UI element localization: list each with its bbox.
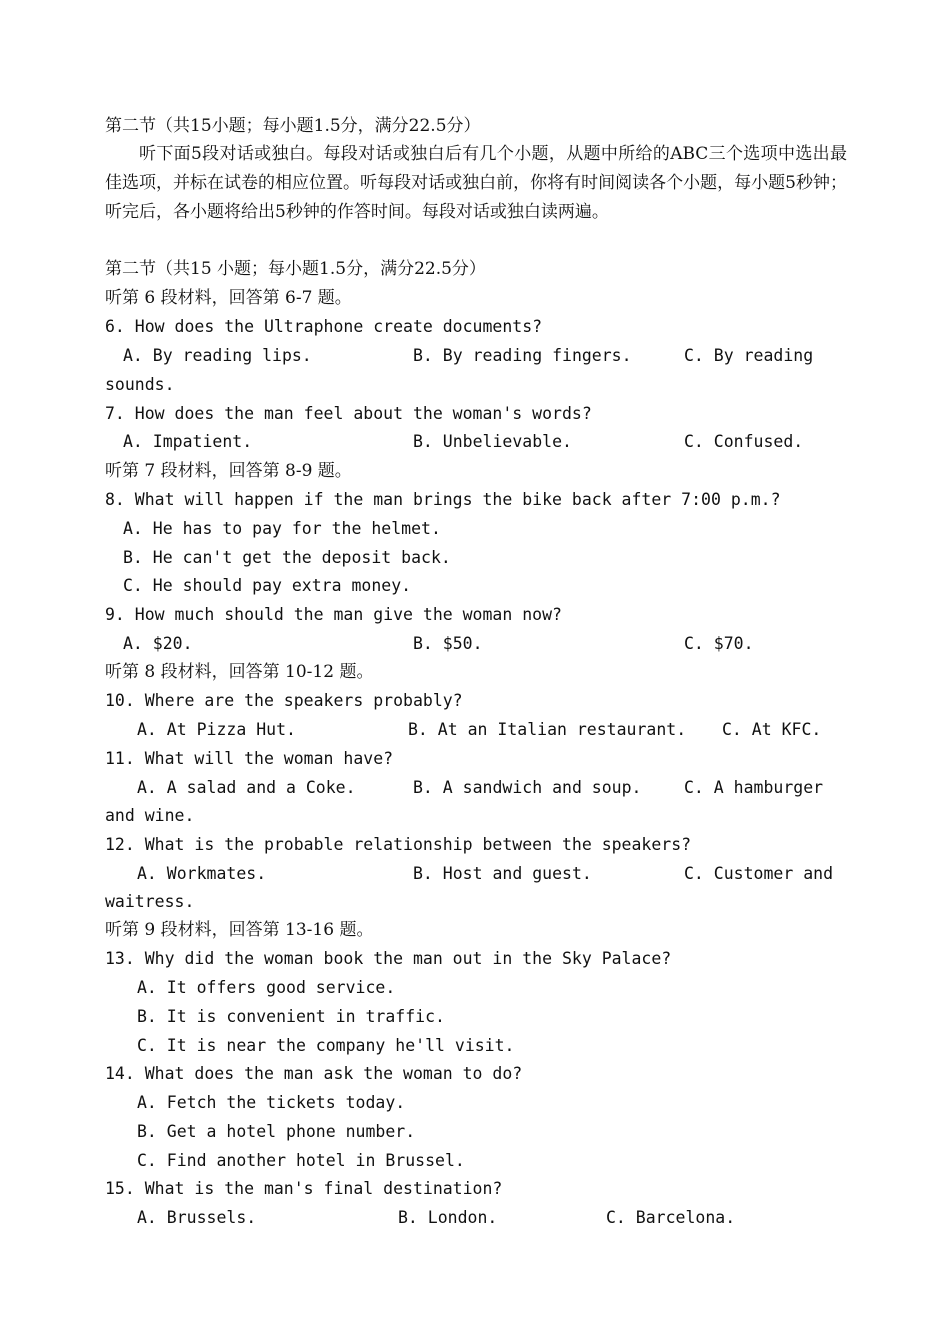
instructions-paragraph: 听下面5段对话或独白。每段对话或独白后有几个小题，从题中所给的ABC三个选项中选出最佳选项，并标在试卷的相应位置。听每段对话或独白前，你将有时间阅读各个小题，每小题5秒钟；听完后，各小题将给出5秒钟的作答时间。每段对话或独白读两遍。 — [105, 144, 847, 222]
question-6-stem: 6. How does the Ultraphone create documents? — [105, 317, 543, 336]
group-heading-9: 听第 9 段材料，回答第 13-16 题。 — [105, 920, 374, 940]
question-11-option-b: B. A sandwich and soup. — [413, 778, 642, 797]
question-15-option-b: B. London. — [398, 1208, 498, 1227]
question-8-option-c: C. He should pay extra money. — [123, 576, 412, 595]
section-heading-repeat: 第二节（共15 小题；每小题1.5分，满分22.5分） — [105, 259, 486, 279]
question-15-stem: 15. What is the man's final destination? — [105, 1179, 503, 1198]
question-6-option-c-cont: sounds. — [105, 375, 175, 394]
question-12-option-a: A. Workmates. — [137, 864, 267, 883]
question-12-option-b: B. Host and guest. — [413, 864, 592, 883]
question-10-option-a: A. At Pizza Hut. — [137, 720, 296, 739]
question-7-option-c: C. Confused. — [684, 432, 804, 451]
question-13-option-b: B. It is convenient in traffic. — [137, 1007, 445, 1026]
question-9-option-a: A. $20. — [123, 634, 193, 653]
question-7-stem: 7. How does the man feel about the woman's words? — [105, 404, 592, 423]
question-13-option-a: A. It offers good service. — [137, 978, 396, 997]
question-14-option-b: B. Get a hotel phone number. — [137, 1122, 416, 1141]
group-heading-6: 听第 6 段材料，回答第 6-7 题。 — [105, 288, 352, 308]
question-11-option-a: A. A salad and a Coke. — [137, 778, 356, 797]
question-9-option-c: C. $70. — [684, 634, 754, 653]
question-11-option-c-cont: and wine. — [105, 806, 195, 825]
question-9-option-b: B. $50. — [413, 634, 483, 653]
section-heading: 第二节（共15小题；每小题1.5分，满分22.5分） — [105, 116, 481, 136]
question-10-stem: 10. Where are the speakers probably? — [105, 691, 463, 710]
question-8-option-a: A. He has to pay for the helmet. — [123, 519, 441, 538]
question-14-option-a: A. Fetch the tickets today. — [137, 1093, 406, 1112]
question-9-stem: 9. How much should the man give the woman now? — [105, 605, 562, 624]
question-11-option-c: C. A hamburger — [684, 778, 824, 797]
question-10-option-c: C. At KFC. — [722, 720, 822, 739]
question-7-option-a: A. Impatient. — [123, 432, 253, 451]
group-heading-7: 听第 7 段材料，回答第 8-9 题。 — [105, 461, 352, 481]
question-12-option-c-cont: waitress. — [105, 892, 195, 911]
group-heading-8: 听第 8 段材料，回答第 10-12 题。 — [105, 662, 374, 682]
question-7-option-b: B. Unbelievable. — [413, 432, 572, 451]
question-12-stem: 12. What is the probable relationship between the speakers? — [105, 835, 692, 854]
question-8-option-b: B. He can't get the deposit back. — [123, 548, 451, 567]
question-6-option-b: B. By reading fingers. — [413, 346, 632, 365]
question-15-option-a: A. Brussels. — [137, 1208, 257, 1227]
question-13-stem: 13. Why did the woman book the man out in the Sky Palace? — [105, 949, 672, 968]
question-8-stem: 8. What will happen if the man brings the bike back after 7:00 p.m.? — [105, 490, 781, 509]
question-10-option-b: B. At an Italian restaurant. — [408, 720, 687, 739]
question-11-stem: 11. What will the woman have? — [105, 749, 394, 768]
question-12-option-c: C. Customer and — [684, 864, 834, 883]
question-6-option-c: C. By reading — [684, 346, 814, 365]
question-14-option-c: C. Find another hotel in Brussel. — [137, 1151, 465, 1170]
question-15-option-c: C. Barcelona. — [606, 1208, 736, 1227]
question-14-stem: 14. What does the man ask the woman to do? — [105, 1064, 523, 1083]
question-6-option-a: A. By reading lips. — [123, 346, 312, 365]
question-13-option-c: C. It is near the company he'll visit. — [137, 1036, 515, 1055]
